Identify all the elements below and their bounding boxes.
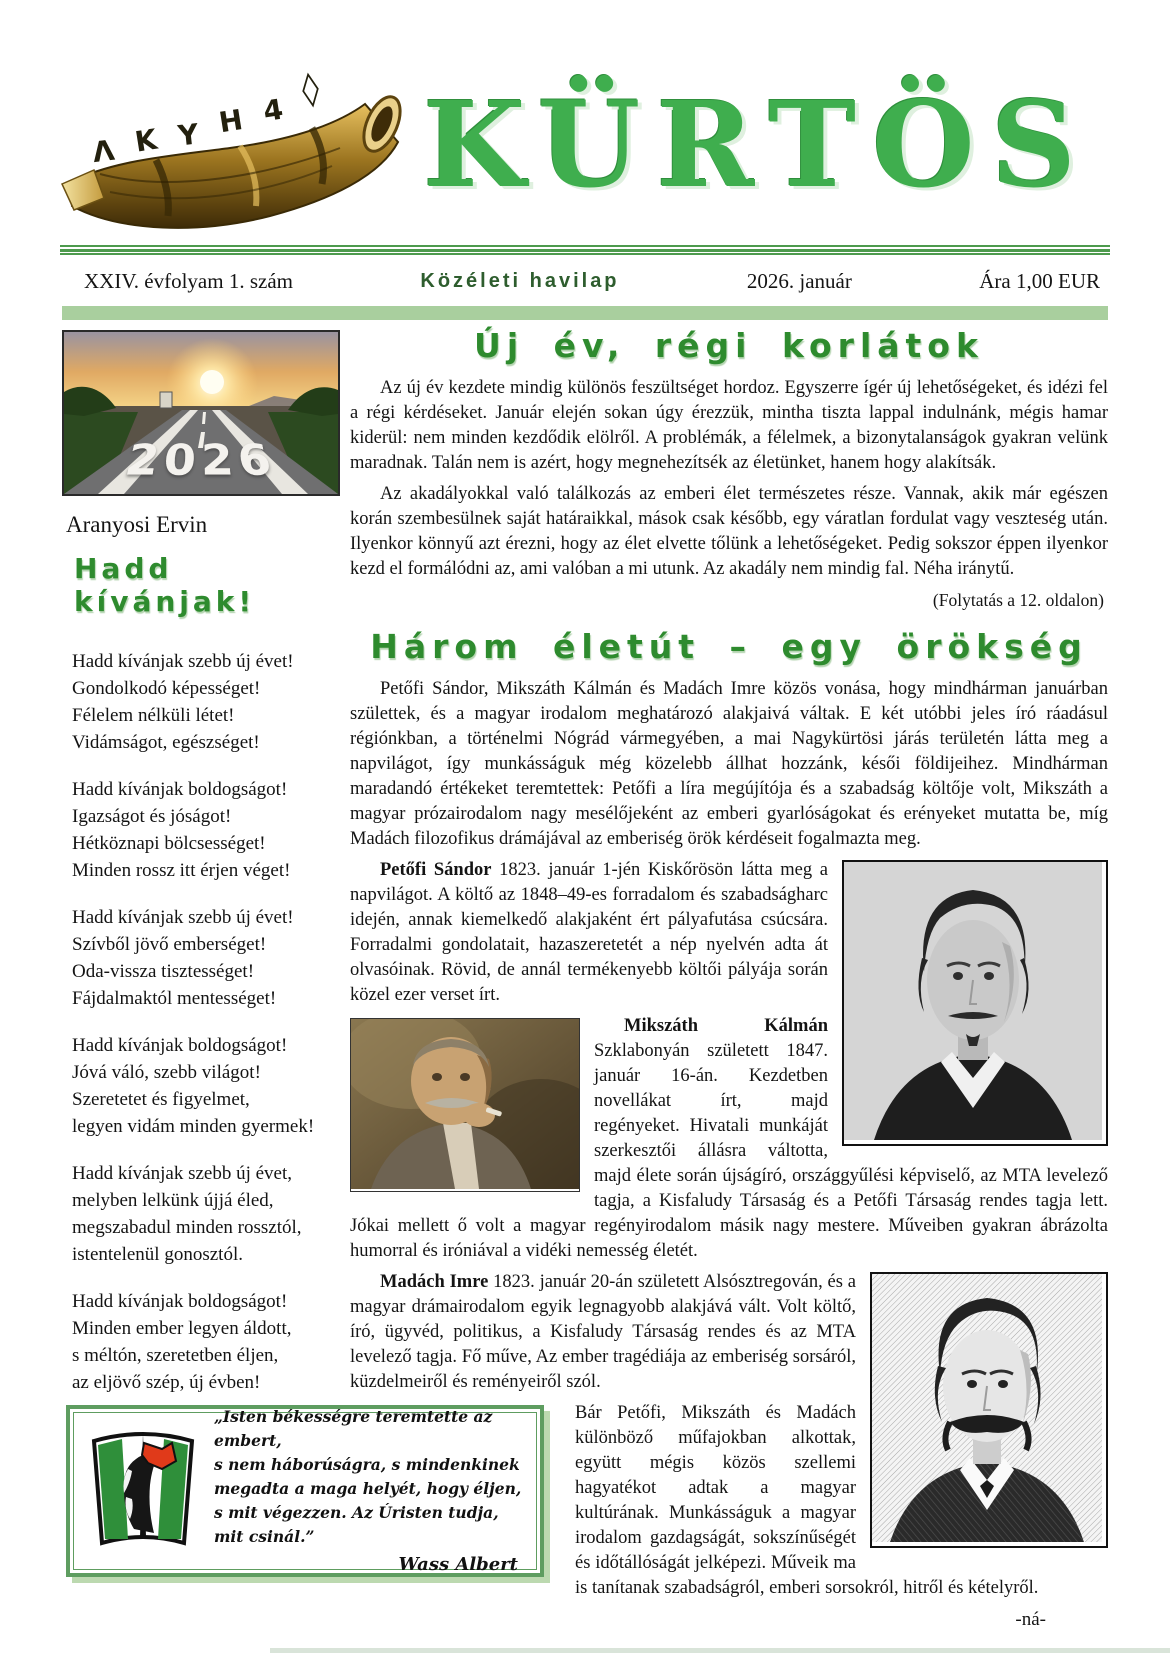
- year-2026-marking: 2026: [120, 435, 282, 487]
- poem-line: Hadd kívánjak boldogságot!: [72, 1035, 288, 1056]
- poem-line: Minden ember legyen áldott,: [72, 1318, 292, 1339]
- masthead: [60, 50, 1110, 240]
- quote-box-inner: [73, 1407, 537, 1575]
- madach-lead: Madách Imre: [380, 1272, 489, 1292]
- poem-line: istentelenül gonosztól.: [72, 1244, 243, 1265]
- poem-line: Hétköznapi bölcsességet!: [72, 833, 266, 854]
- poem-line: melyben lelkünk újjá éled,: [72, 1190, 274, 1211]
- poem-line: Hadd kívánjak boldogságot!: [72, 1291, 288, 1312]
- poem-stanza: [72, 648, 340, 756]
- petofi-text: 1823. január 1-jén Kiskőrösön látta meg a napvilágot. A költő az 1848–49-es forradalom és szabadságharc idején, annak kiemelkedő alakjaként ért pályafutása csúcsára. Forradalmi gondolatait, hazaszeretetét a nép nyelvén adta át olvasóinak. Rövid, de annál termékenyebb költői pályája során közel ezer verset írt.: [350, 860, 828, 1005]
- poem-line: Hadd kívánjak szebb új évet!: [72, 651, 294, 672]
- madach-portrait: [870, 1272, 1108, 1548]
- triple-rule-divider: [60, 245, 1110, 255]
- mikszath-portrait: [350, 1018, 580, 1192]
- left-column: [62, 330, 340, 1416]
- poem-line: Igazságot és jóságot!: [72, 806, 232, 827]
- poem-line: Szeretetet és figyelmet,: [72, 1089, 250, 1110]
- poem-line: Minden rossz itt érjen véget!: [72, 860, 291, 881]
- poem-line: Szívből jövő emberséget!: [72, 934, 267, 955]
- quote-line: s mit végezzen. Az Úristen tudja,: [214, 1503, 499, 1522]
- poem-line: az eljövő szép, új évben!: [72, 1372, 261, 1393]
- poem-stanza: [72, 1288, 340, 1396]
- quote-line: s nem háborúságra, s mindenkinek: [214, 1455, 520, 1474]
- petofi-lead: Petőfi Sándor: [380, 860, 492, 880]
- rune-glyph: ◊: [298, 67, 322, 110]
- poem-line: Félelem nélküli létet!: [72, 705, 235, 726]
- quote-line: megadta a maga helyét, hogy éljen,: [214, 1479, 522, 1498]
- closing-paragraph: Bár Petőfi, Mikszáth és Madách különböző műfajokban alkottak, együtt mégis közös szellemi hagyatékot adtak a magyar kultúrának. Munkásságuk a magyar irodalom gazdagságát, sokszínűségét és időtállóságát jelképezi. Műveik ma is tanítanak szabadságról, emberi sorsokról, hitről és kételyről.: [575, 1403, 1039, 1598]
- mikszath-lead: Mikszáth Kálmán: [624, 1016, 828, 1036]
- green-bar-divider: [62, 306, 1108, 320]
- petofi-portrait: [842, 860, 1108, 1146]
- rune-glyph: Λ: [90, 133, 117, 170]
- poem-line: Hadd kívánjak szebb új évet!: [72, 907, 294, 928]
- quote-box: [66, 1405, 544, 1577]
- mikszath-text: Szklabonyán született 1847. január 16-án. Kezdetben novellákat írt, majd regényeket. Hivatali munkáját szerkesztői állásra váltotta, majd élete során újságíró, országgyűlési képviselő, az MTA levelező tagja, a Kisfaludy Társaság és a Petőfi Társaság rendes tagja lett. Jókai mellett ő volt a magyar regényirodalom másik nagy mestere. Műveiben gyakran ábrázolta humorral és iróniával a vidéki nemesség életét.: [350, 1041, 1108, 1261]
- rune-glyph: Y: [176, 117, 201, 153]
- madach-text: 1823. január 20-án született Alsósztregován, és a magyar drámairodalom egyik legnagyobb alakjává vált. Volt költő, író, ügyvéd, politikus, a Kisfaludy Társaság rendes és az MTA levelező tagja. Fő műve, Az ember tragédiája az emberiség sorsáról, küzdelmeiről és reményeiről szól.: [350, 1272, 856, 1392]
- quote-line: mit csinál.”: [214, 1527, 315, 1546]
- poem-stanza: [72, 1160, 340, 1268]
- poem-line: Gondolkodó képességet!: [72, 678, 261, 699]
- poem-stanza: [72, 904, 340, 1012]
- poem-stanza: [72, 1032, 340, 1140]
- rune-glyph: H: [216, 102, 245, 140]
- poem-line: Fájdalmaktól mentességet!: [72, 988, 277, 1009]
- article2-title: Három életút – egy örökség: [370, 627, 1088, 666]
- continuation-note: (Folytatás a 12. oldalon): [932, 590, 1104, 610]
- rune-glyph: 4: [260, 92, 286, 129]
- poem-line: s méltón, szeretetben éljen,: [72, 1345, 279, 1366]
- poem-line: Jóvá váló, szebb világot!: [72, 1062, 261, 1083]
- price-label: Ára 1,00 EUR: [979, 268, 1100, 293]
- poem-line: Hadd kívánjak boldogságot!: [72, 779, 288, 800]
- author-signature: -ná-: [1015, 1609, 1046, 1630]
- poem-line: Oda-vissza tisztességet!: [72, 961, 255, 982]
- quote-line: „Isten békességre teremtette az embert,: [214, 1407, 493, 1450]
- poem-title: Hadd kívánjak!: [74, 552, 256, 618]
- poem-stanza: [72, 776, 340, 884]
- rune-glyph: K: [132, 122, 160, 159]
- poem-line: Vidámságot, egészséget!: [72, 732, 260, 753]
- paper-title: KÜRTÖS: [422, 75, 1093, 214]
- article2-intro: Petőfi Sándor, Mikszáth Kálmán és Madách Imre közös vonása, hogy mindhárman januárban születtek, és a magyar irodalom meghatározó alakjaivá váltak. E két utóbbi jeles író ráadásul régiónkban, a történelmi Nógrád vármegyében, a mai Nagykürtösi járás területén látta meg a napvilágot, így munkásságuk még közelebb állhat hozzánk, késői földijeihez. Mindhárman maradandó értékeket teremtettek: Petőfi a líra megújítója és a szabadság költője volt, Mikszáth a magyar prózairodalom nagy mesélőjeként az emberi gyarlóságokat és erényeket mutatta be, míg Madách filozofikus drámájával az emberiség örök kérdéseit fogalmazta meg.: [350, 679, 1108, 849]
- poem-line: legyen vidám minden gyermek!: [72, 1116, 315, 1137]
- poem-author: Aranyosi Ervin: [66, 512, 208, 537]
- quote-author: Wass Albert: [398, 1554, 518, 1575]
- article1-paragraph: Az akadályokkal való találkozás az emberi élet természetes része. Vannak, akik már egészen korán szembesülnek saját határaikkal, mások csak később, egy váratlan fordulat vagy veszteség után. Ilyenkor könnyű azt érezni, hogy az élet elvette tőlünk a lehetőségeket. Pedig sokszor éppen ilyenkor kezd el formálódni az, ami valóban a mi utunk. Az akadály nem mindig fal. Néha iránytű.: [350, 484, 1108, 579]
- quote-text: [214, 1405, 526, 1577]
- poem: [62, 648, 340, 1396]
- issue-date-label: 2026. január: [746, 268, 852, 293]
- volume-label: XXIV. évfolyam 1. szám: [84, 268, 293, 293]
- road-2026-photo: [62, 330, 340, 496]
- footer-bar: [270, 1648, 1170, 1653]
- article1-paragraph: Az új év kezdete mindig különös feszültséget hordoz. Egyszerre ígér új lehetőségeket, és idézi fel a régi kérdéseket. Január elején sokan úgy érezzük, mintha tiszta lappal indulnánk, mégis hamar kiderül: nem minden kezdődik elölről. A problémák, a félelmek, a bizonytalanságok gyakran velünk maradnak. Talán nem is azért, hogy megnehezítsék az életünket, hanem hogy alakítsák.: [350, 378, 1108, 473]
- publication-type-label: Közéleti havilap: [420, 269, 620, 292]
- poem-line: megszabadul minden rossztól,: [72, 1217, 302, 1238]
- article1-title: Új év, régi korlátok: [474, 326, 984, 365]
- poem-line: Hadd kívánjak szebb új évet,: [72, 1163, 293, 1184]
- open-book-logo-icon: [84, 1425, 202, 1558]
- issue-info-bar: [60, 258, 1110, 304]
